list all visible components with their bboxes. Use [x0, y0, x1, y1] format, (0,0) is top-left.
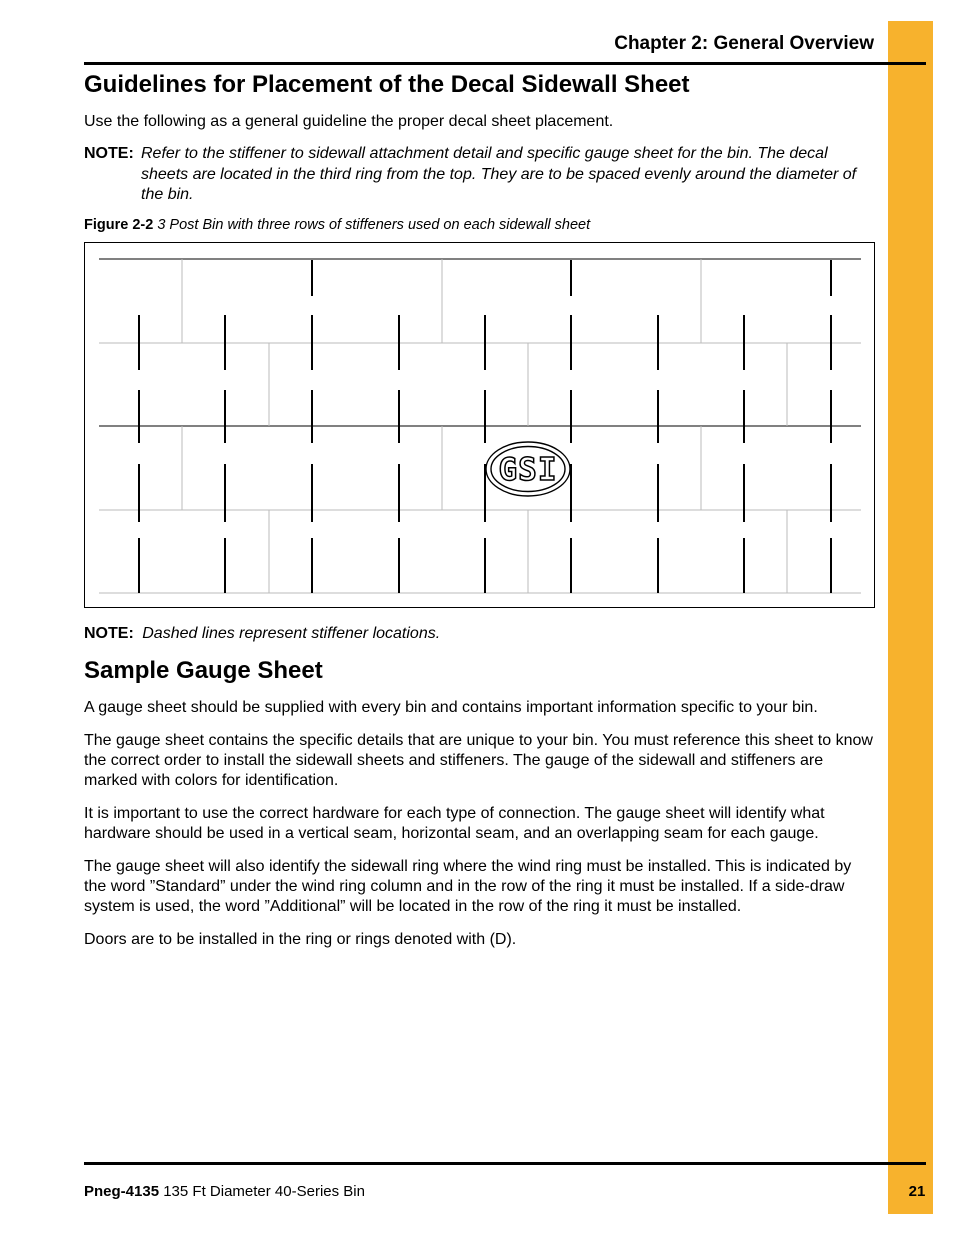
gsi-logo-text: GSI [498, 452, 558, 488]
note-label: NOTE: [84, 145, 134, 162]
note-label: NOTE: [84, 625, 134, 642]
page-number: 21 [908, 1183, 926, 1200]
intro-paragraph: Use the following as a general guideline the proper decal sheet placement. [84, 113, 614, 130]
gauge-paragraph-3: It is important to use the correct hardware for each type of connection. The gauge sheet will identify what hardware should be used in a vertical seam, horizontal seam, and an overlapping seam for each gauge. [84, 805, 825, 842]
figure-description: 3 Post Bin with three rows of stiffeners used on each sidewall sheet [157, 217, 591, 233]
sidewall-sheet-diagram [85, 243, 874, 607]
header-rule [84, 62, 926, 65]
figure-label: Figure 2-2 [84, 217, 154, 233]
note-text: Dashed lines represent stiffener locations. [142, 625, 441, 642]
document-id: Pneg-4135 [84, 1183, 160, 1200]
note-text: Refer to the stiffener to sidewall attachment detail and specific gauge sheet for the bin. The decal sheets are located in the third ring from the top. They are to be spaced evenly around the diameter of the bin. [141, 145, 857, 203]
gsi-logo [486, 442, 570, 496]
footer-document-info [84, 1183, 365, 1200]
gauge-paragraph-2: The gauge sheet contains the specific details that are unique to your bin. You must reference this sheet to know the correct order to install the sidewall sheets and stiffeners. The gauge of the sidewall and stiffeners are marked with colors for identification. [84, 732, 873, 789]
note-stiffener-locations [84, 624, 876, 645]
gauge-paragraph-5: Doors are to be installed in the ring or rings denoted with (D). [84, 931, 517, 948]
sidewall-decal-figure [84, 242, 875, 608]
chapter-header: Chapter 2: General Overview [614, 33, 874, 54]
figure-caption [84, 217, 590, 233]
section-title-gauge-sheet: Sample Gauge Sheet [84, 657, 323, 684]
document-title: 135 Ft Diameter 40-Series Bin [163, 1183, 365, 1200]
footer-rule [84, 1162, 926, 1165]
chapter-color-tab [888, 21, 933, 1214]
note-decal-placement [84, 144, 876, 206]
gauge-paragraph-1: A gauge sheet should be supplied with every bin and contains important information specific to your bin. [84, 699, 818, 716]
section-title-decal-placement: Guidelines for Placement of the Decal Sidewall Sheet [84, 71, 690, 98]
gauge-paragraph-4: The gauge sheet will also identify the sidewall ring where the wind ring must be installed. This is indicated by the word ”Standard” under the wind ring column and in the row of the ring it must be installed. If a side-draw system is used, the word ”Additional” will be located in the row of the ring it must be installed. [84, 858, 852, 915]
